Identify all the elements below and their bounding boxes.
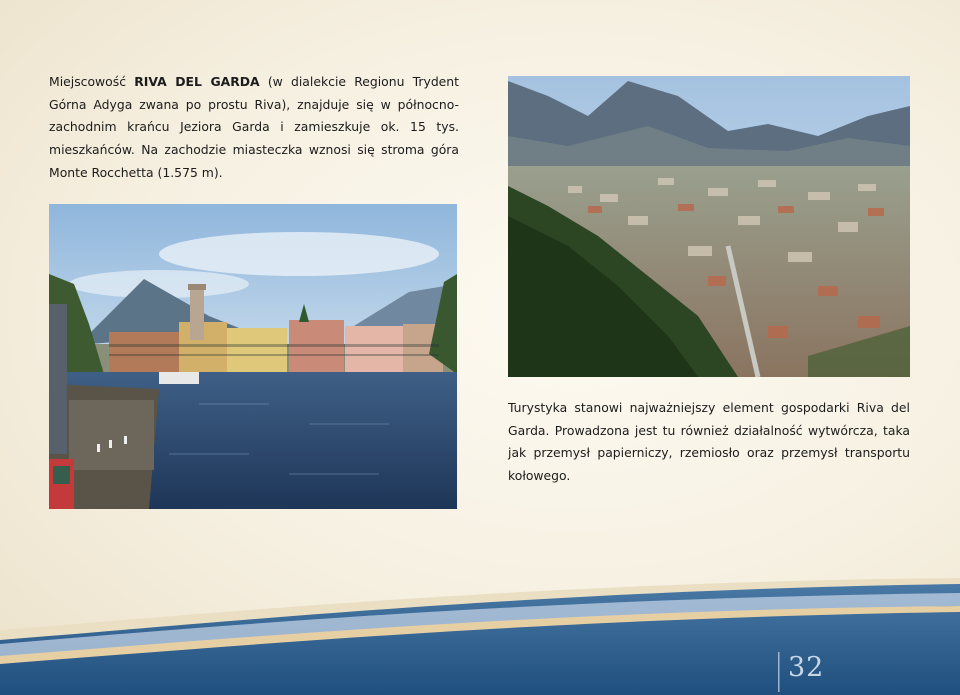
town-name: RIVA DEL GARDA	[134, 74, 260, 89]
intro-paragraph	[49, 71, 459, 185]
economy-paragraph: Turystyka stanowi najważniejszy element gospodarki Riva del Garda. Prowadzona jest tu również działalność wytwórcza, taka jak przemysł papierniczy, rzemiosło oraz przemysł transportu kołowego.	[508, 400, 910, 484]
intro-body: (w dialekcie Regionu Trydent Górna Adyga zwana po prostu Riva), znajduje się w północno-zachodnim krańcu Jeziora Garda i zamieszkuje ok. 15 tys. mieszkańców. Na zachodzie miasteczka wznosi się stroma góra Monte Rocchetta (1.575 m).	[49, 74, 460, 180]
intro-prefix: Miejscowość	[49, 74, 135, 89]
lake-harbor-photo	[49, 204, 457, 509]
town-aerial-photo	[508, 76, 910, 377]
page-number: 32	[788, 652, 825, 683]
